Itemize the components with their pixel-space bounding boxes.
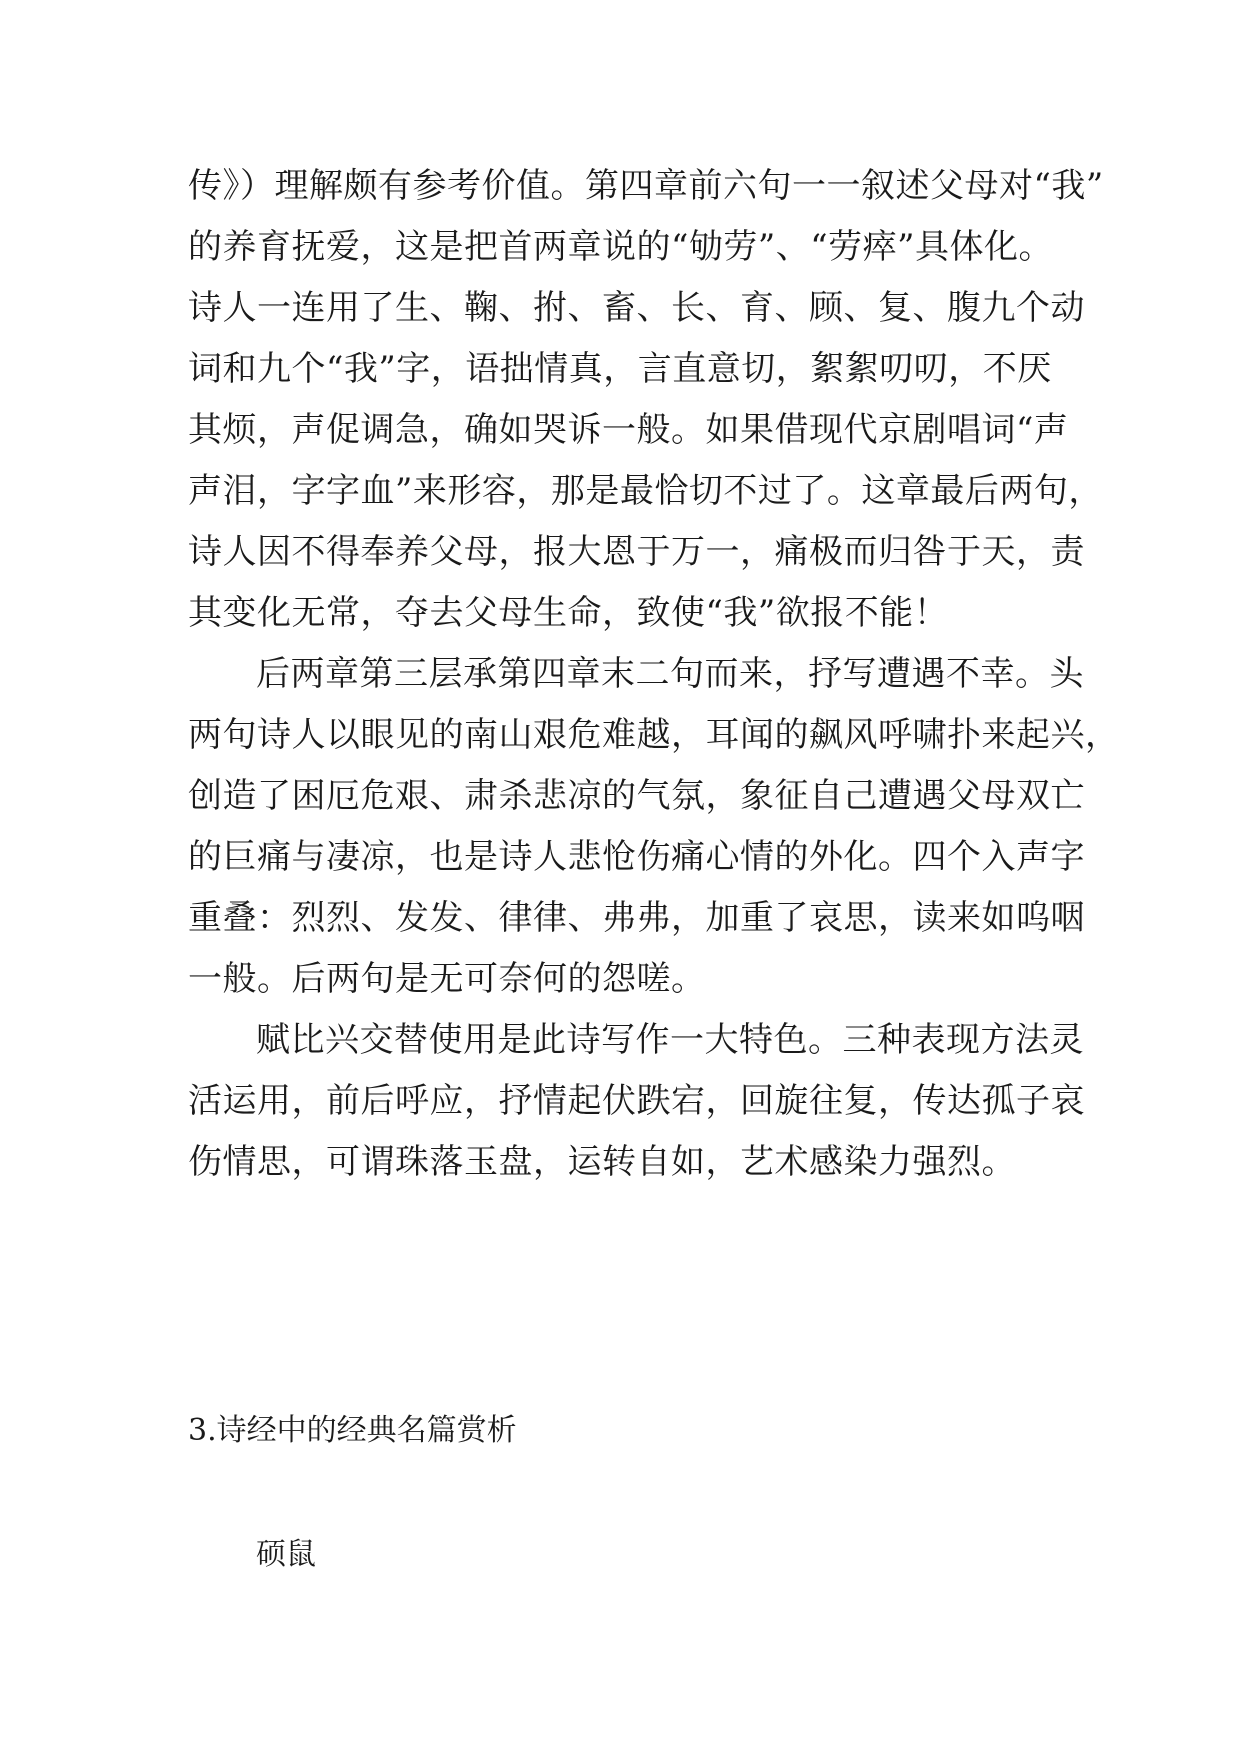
- text-line: 诗人因不得奉养父母，报大恩于万一，痛极而归咎于天，责: [188, 532, 1085, 572]
- paragraph-start-line: 赋比兴交替使用是此诗写作一大特色。三种表现方法灵: [256, 1020, 1084, 1060]
- text-line: 的巨痛与凄凉，也是诗人悲怆伤痛心情的外化。四个入声字: [188, 837, 1085, 877]
- text-line: 活运用，前后呼应，抒情起伏跌宕，回旋往复，传达孤子哀: [188, 1081, 1085, 1121]
- text-line: 诗人一连用了生、鞠、拊、畜、长、育、顾、复、腹九个动: [188, 288, 1085, 328]
- text-line: 重叠：烈烈、发发、律律、弗弗，加重了哀思，读来如呜咽: [188, 898, 1085, 938]
- section-heading: 3.诗经中的经典名篇赏析: [188, 1413, 517, 1448]
- text-line: 声泪，字字血”来形容，那是最恰切不过了。这章最后两句，: [188, 471, 1103, 511]
- text-line: 创造了困厄危艰、肃杀悲凉的气氛，象征自己遭遇父母双亡: [188, 776, 1085, 816]
- text-line: 其烦，声促调急，确如哭诉一般。如果借现代京剧唱词“声: [188, 410, 1069, 450]
- body-text: [188, 156, 1120, 1193]
- text-line: 的养育抚爱，这是把首两章说的“劬劳”、“劳瘁”具体化。: [188, 227, 1054, 267]
- text-line: 其变化无常，夺去父母生命，致使“我”欲报不能！: [188, 593, 949, 633]
- text-line: 词和九个“我”字，语拙情真，言直意切，絮絮叨叨，不厌: [188, 349, 1052, 389]
- text-line: 伤情思，可谓珠落玉盘，运转自如，艺术感染力强烈。: [188, 1142, 1016, 1182]
- poem-title: 硕鼠: [256, 1537, 316, 1572]
- text-line: 传》）理解颇有参考价值。第四章前六句一一叙述父母对“我”: [188, 166, 1104, 206]
- paragraph-start-line: 后两章第三层承第四章末二句而来，抒写遭遇不幸。头: [256, 654, 1084, 694]
- text-line: 一般。后两句是无可奈何的怨嗟。: [188, 959, 706, 999]
- text-line: 两句诗人以眼见的南山艰危难越，耳闻的飙风呼啸扑来起兴，: [188, 715, 1120, 755]
